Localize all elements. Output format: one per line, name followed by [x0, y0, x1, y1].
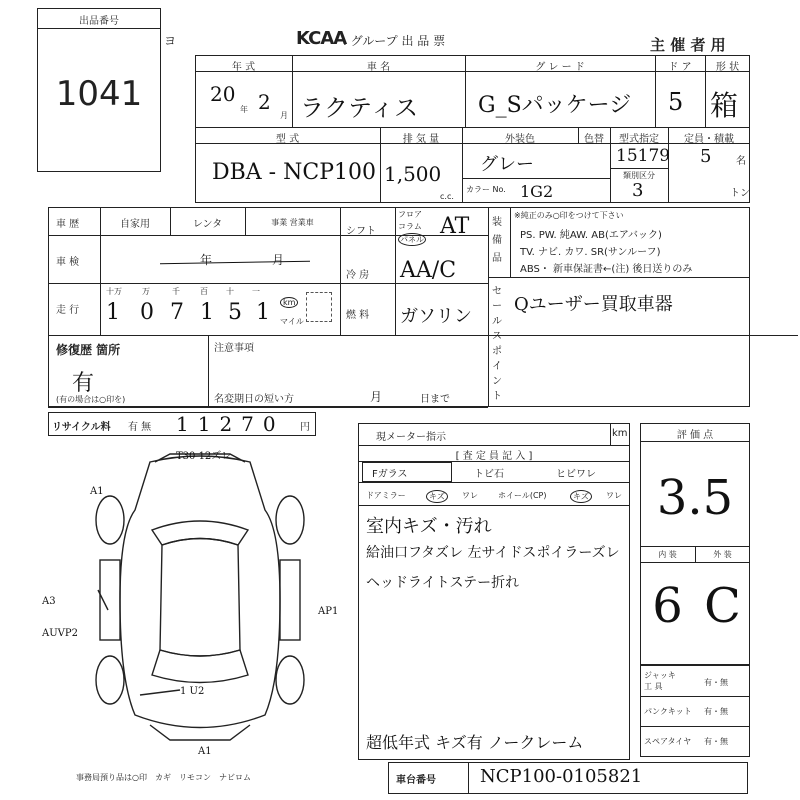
car-damage-diagram — [80, 450, 320, 750]
diagram-mark-a3: A3 — [42, 596, 56, 607]
equipment-note: ※純正のみ○印をつけて下さい — [514, 211, 624, 220]
history-private: 自家用 — [120, 219, 150, 230]
mileage-digit-6: 1 — [256, 300, 270, 325]
wheel-rear-right — [276, 656, 304, 704]
deadline-label: 名変期日の短い方 — [214, 394, 294, 405]
model-designation-label: 型式指定 — [619, 134, 659, 145]
capacity-value: 5 — [700, 146, 712, 167]
shape-value: 箱 — [710, 89, 739, 122]
mileage-label: 走 行 — [56, 305, 80, 316]
color-swap-label: 色替 — [584, 134, 604, 145]
inspector-note-2: 給油口フタズレ 左サイドスポイラーズレ — [366, 545, 620, 561]
ac-label: 冷 房 — [346, 270, 370, 281]
shift-label: シフト — [346, 226, 376, 237]
diagram-mark-u2: 1 U2 — [180, 686, 205, 697]
sales-point-value: Qユーザー買取車器 — [514, 294, 673, 315]
model-designation-value: 15179 — [616, 146, 671, 166]
diagram-mark-a1-left: A1 — [90, 486, 104, 497]
caution-label: 注意事項 — [214, 343, 254, 354]
wheel-ware: ワレ — [606, 491, 622, 500]
wheel-kizu: キズ — [570, 490, 592, 503]
mileage-check-box — [306, 292, 332, 322]
diagram-mark-ap1: AP1 — [318, 606, 339, 617]
lot-number-value: 1041 — [55, 74, 143, 114]
meter-label: 現メーター指示 — [376, 432, 446, 443]
door-mirror-label: ドアミラー — [366, 491, 406, 500]
wheel-rear-left — [96, 656, 124, 704]
digit-label-1k: 千 — [172, 287, 180, 296]
cc-unit: c.c. — [440, 192, 454, 201]
year-value: 20 — [210, 82, 236, 106]
shape-label: 形 状 — [715, 62, 740, 73]
recycle-value: 11270 — [176, 412, 285, 436]
shift-value: AT — [440, 214, 470, 239]
history-label: 車 歴 — [56, 219, 80, 230]
spare-value: 有・無 — [704, 737, 728, 746]
diagram-mark-a1-bottom: A1 — [198, 746, 212, 757]
equipment-label: 装 備 品 — [492, 217, 502, 264]
f-glass-label: Fガラス — [372, 469, 408, 480]
diagram-mark-top: T30 12ズレ — [176, 451, 232, 462]
sheet-title: . グループ 出 品 票 — [343, 34, 446, 48]
ton-unit: トン — [730, 188, 750, 199]
interior-label: 内 装 — [658, 550, 677, 559]
color-value: グレー — [480, 154, 534, 175]
repair-label: 修復歴 箇所 — [56, 343, 121, 357]
digit-label-100k: 十万 — [106, 287, 122, 296]
brand-logo: KCAA — [296, 28, 347, 49]
equipment-line-3: ABS・ 新車保証書←(注) 後日送りのみ — [520, 264, 693, 275]
car-name-value: ラクティス — [300, 94, 419, 122]
inspector-note-1: 室内キズ・汚れ — [366, 516, 492, 537]
fuel-value: ガソリン — [400, 306, 472, 327]
capacity-unit: 名 — [736, 156, 746, 167]
grade-score-label: 評 価 点 — [676, 430, 714, 441]
class-value: 3 — [632, 180, 644, 201]
deadline-day: 日まで — [420, 394, 450, 405]
hibi-label: ヒビワレ — [556, 469, 596, 480]
jack-value: 有・無 — [704, 678, 728, 687]
color-no-label: カラー No. — [466, 185, 506, 194]
mileage-digit-1: 1 — [106, 300, 120, 325]
mirror-ware: ワレ — [462, 491, 478, 500]
chassis-value: NCP100-0105821 — [480, 766, 643, 787]
fuel-label: 燃 料 — [346, 310, 370, 321]
meter-unit: km — [612, 428, 628, 439]
mile-unit: マイル — [280, 317, 304, 326]
model-type-value: DBA - NCP100 — [212, 160, 376, 185]
door-value: 5 — [668, 88, 684, 116]
displacement-label: 排 気 量 — [402, 134, 440, 145]
ac-value: AA/C — [400, 258, 457, 283]
puncture-value: 有・無 — [704, 707, 728, 716]
diagram-mark-auvp2: AUVP2 — [42, 628, 78, 639]
shift-floor: フロア — [398, 210, 422, 219]
shaken-year-unit: 年 — [200, 253, 213, 267]
equipment-line-1: PS. PW. 純AW. AB(エアバック) — [520, 230, 662, 241]
history-business: 事業 営業車 — [271, 218, 314, 227]
recycle-options: 有 無 — [128, 422, 152, 433]
recycle-unit: 円 — [300, 422, 310, 433]
recycle-label: リサイクル料 — [52, 422, 111, 433]
grade-score-value: 3.5 — [656, 470, 734, 526]
exterior-value: C — [704, 578, 741, 634]
shift-panel: パネル — [400, 235, 424, 244]
wheel-front-left — [96, 496, 124, 544]
wheel-label: ホイール(CP) — [498, 491, 547, 500]
exterior-label: 外 装 — [713, 550, 732, 559]
equipment-line-2: TV. ナビ. カワ. SR(サンルーフ) — [520, 247, 661, 258]
km-unit: km — [280, 297, 298, 308]
displacement-value: 1,500 — [384, 162, 442, 186]
office-items: 事務局預り品は○印 カギ リモコン ナビロム — [76, 773, 251, 782]
repair-value: 有 — [72, 371, 95, 396]
mirror-kizu: キズ — [426, 490, 448, 503]
grade-label: グ レ ー ド — [535, 62, 585, 73]
shaken-label: 車 検 — [56, 257, 80, 268]
rear-window — [152, 650, 248, 683]
puncture-label: パンクキット — [644, 707, 692, 716]
mileage-digit-2: 0 — [140, 300, 154, 325]
deadline-month: 月 — [370, 390, 383, 404]
digit-label-1: 一 — [252, 287, 260, 296]
interior-value: 6 — [652, 578, 683, 634]
capacity-label: 定員・積載 — [684, 134, 734, 145]
inspector-title: [ 査 定 員 記 入 ] — [455, 451, 533, 462]
lot-number-label: 出品番号 — [79, 16, 119, 27]
mileage-digit-4: 1 — [200, 300, 214, 325]
chassis-label: 車台番号 — [396, 775, 436, 786]
digit-label-10k: 万 — [142, 287, 150, 296]
shift-column: コラム — [398, 222, 422, 231]
tobi-label: トビ石 — [474, 469, 504, 480]
month-value: 2 — [258, 90, 271, 114]
lot-number-corner: ヨ — [164, 34, 177, 48]
type-label: 型 式 — [275, 134, 300, 145]
bottom-note: 超低年式 キズ有 ノークレーム — [366, 733, 584, 752]
wheel-front-right — [276, 496, 304, 544]
door-label: ド ア — [668, 62, 692, 73]
jack-label: ジャッキ 工 具 — [644, 671, 676, 691]
sheet-owner-label: 主 催 者 用 — [650, 36, 726, 54]
repair-note: (有の場合は○印を) — [56, 395, 126, 404]
car-roof — [160, 539, 240, 657]
spare-label: スペアタイヤ — [644, 737, 692, 746]
digit-label-100: 百 — [200, 287, 208, 296]
grade-value: G_Sパッケージ — [478, 93, 632, 118]
mileage-digit-3: 7 — [170, 300, 184, 325]
mileage-digit-5: 5 — [228, 300, 242, 325]
history-rental: レンタ — [192, 219, 223, 230]
door-right — [280, 560, 300, 640]
shaken-month-unit: 月 — [272, 253, 285, 267]
color-no-value: 1G2 — [520, 182, 554, 201]
digit-label-10: 十 — [226, 287, 234, 296]
sales-point-label: セールスポイント — [492, 286, 502, 402]
name-label: 車 名 — [366, 62, 391, 73]
exterior-color-label: 外装色 — [505, 134, 535, 145]
year-label: 年 式 — [231, 62, 256, 73]
windshield — [152, 521, 248, 545]
inspector-note-3: ヘッドライトステー折れ — [366, 575, 520, 591]
class-label: 類別区分 — [623, 171, 655, 180]
